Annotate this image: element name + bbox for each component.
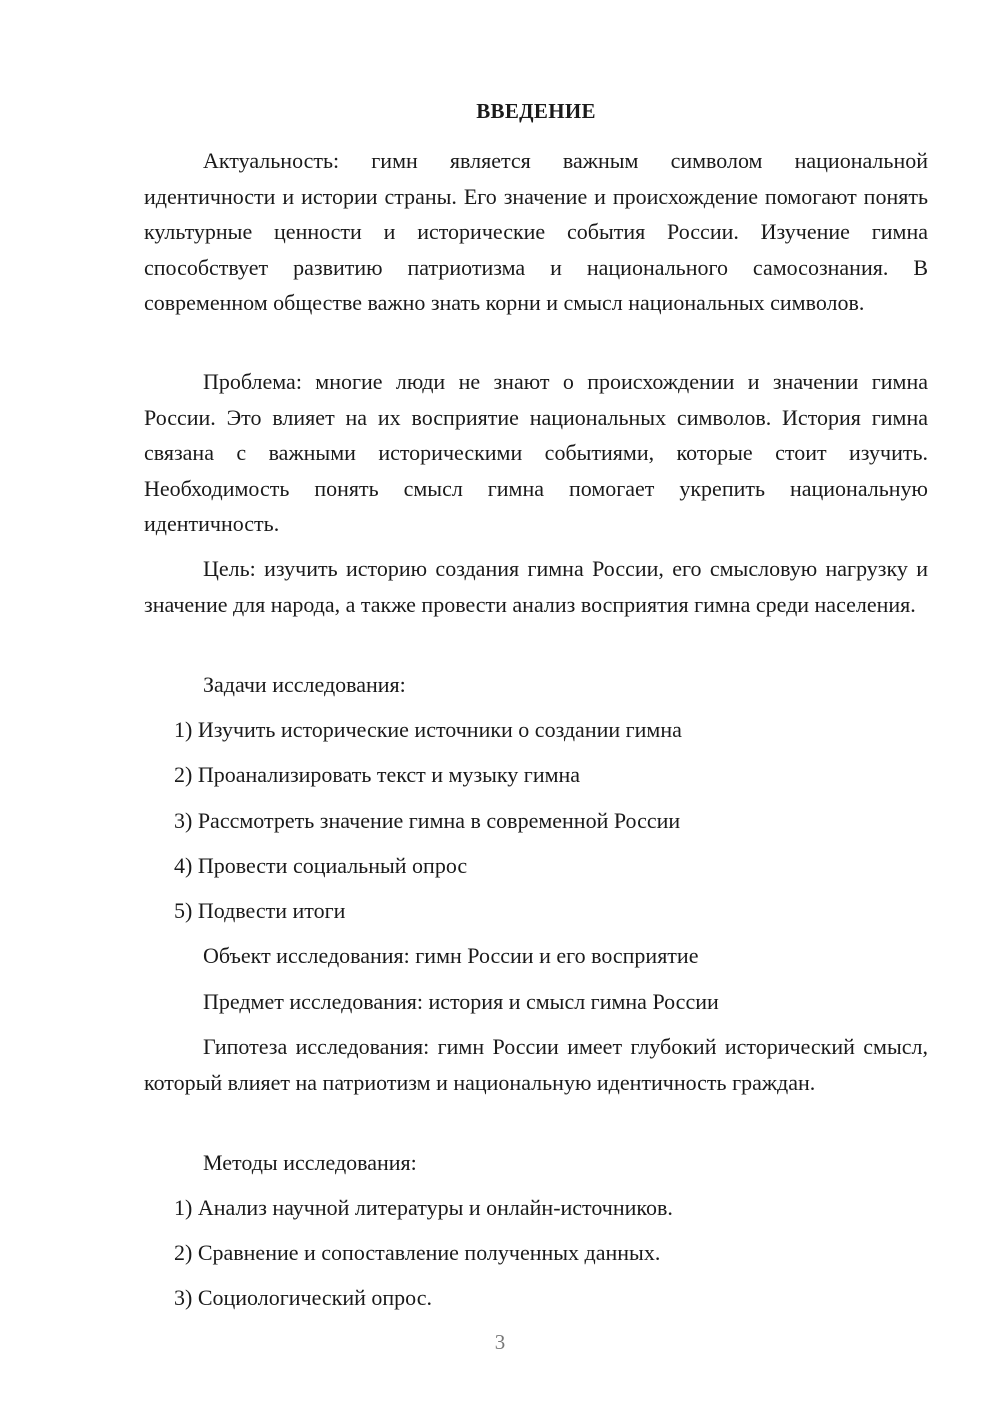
page-number: 3 [494, 1330, 506, 1354]
task-item: 4) Провести социальный опрос [174, 853, 468, 878]
tasks-heading: Задачи исследования: [203, 672, 406, 697]
problem-paragraph: Проблема: многие люди не знают о происхождении и значении гимна России. Это влияет на их восприятие национальных символов. История гимна связана с важными историческими событиями, которые стоит изучить. Необходимость понять смысл гимна помогает укрепить национальную идентичность. [144, 369, 928, 536]
task-item: 3) Рассмотреть значение гимна в современной России [174, 808, 681, 833]
task-item: 5) Подвести итоги [174, 898, 346, 923]
method-item: 2) Сравнение и сопоставление полученных данных. [174, 1240, 661, 1265]
task-item: 2) Проанализировать текст и музыку гимна [174, 762, 581, 787]
hypothesis-paragraph: Гипотеза исследования: гимн России имеет глубокий исторический смысл, который влияет на патриотизм и национальную идентичность граждан. [144, 1034, 928, 1095]
task-item: 1) Изучить исторические источники о создании гимна [174, 717, 682, 742]
method-item: 3) Социологический опрос. [174, 1285, 432, 1310]
goal-paragraph: Цель: изучить историю создания гимна России, его смысловую нагрузку и значение для народа, а также провести анализ восприятия гимна среди населения. [144, 556, 928, 617]
page-title: ВВЕДЕНИЕ [476, 99, 596, 123]
methods-heading: Методы исследования: [203, 1150, 417, 1175]
research-object: Объект исследования: гимн России и его восприятие [203, 943, 699, 968]
relevance-paragraph: Актуальность: гимн является важным символом национальной идентичности и истории страны. Его значение и происхождение помогают понять культурные ценности и исторические события России. Изучение гимна способствует развитию патриотизма и национального самосознания. В современном обществе важно знать корни и смысл национальных символов. [144, 148, 928, 315]
method-item: 1) Анализ научной литературы и онлайн-источников. [174, 1195, 673, 1220]
research-subject: Предмет исследования: история и смысл гимна России [203, 989, 719, 1014]
